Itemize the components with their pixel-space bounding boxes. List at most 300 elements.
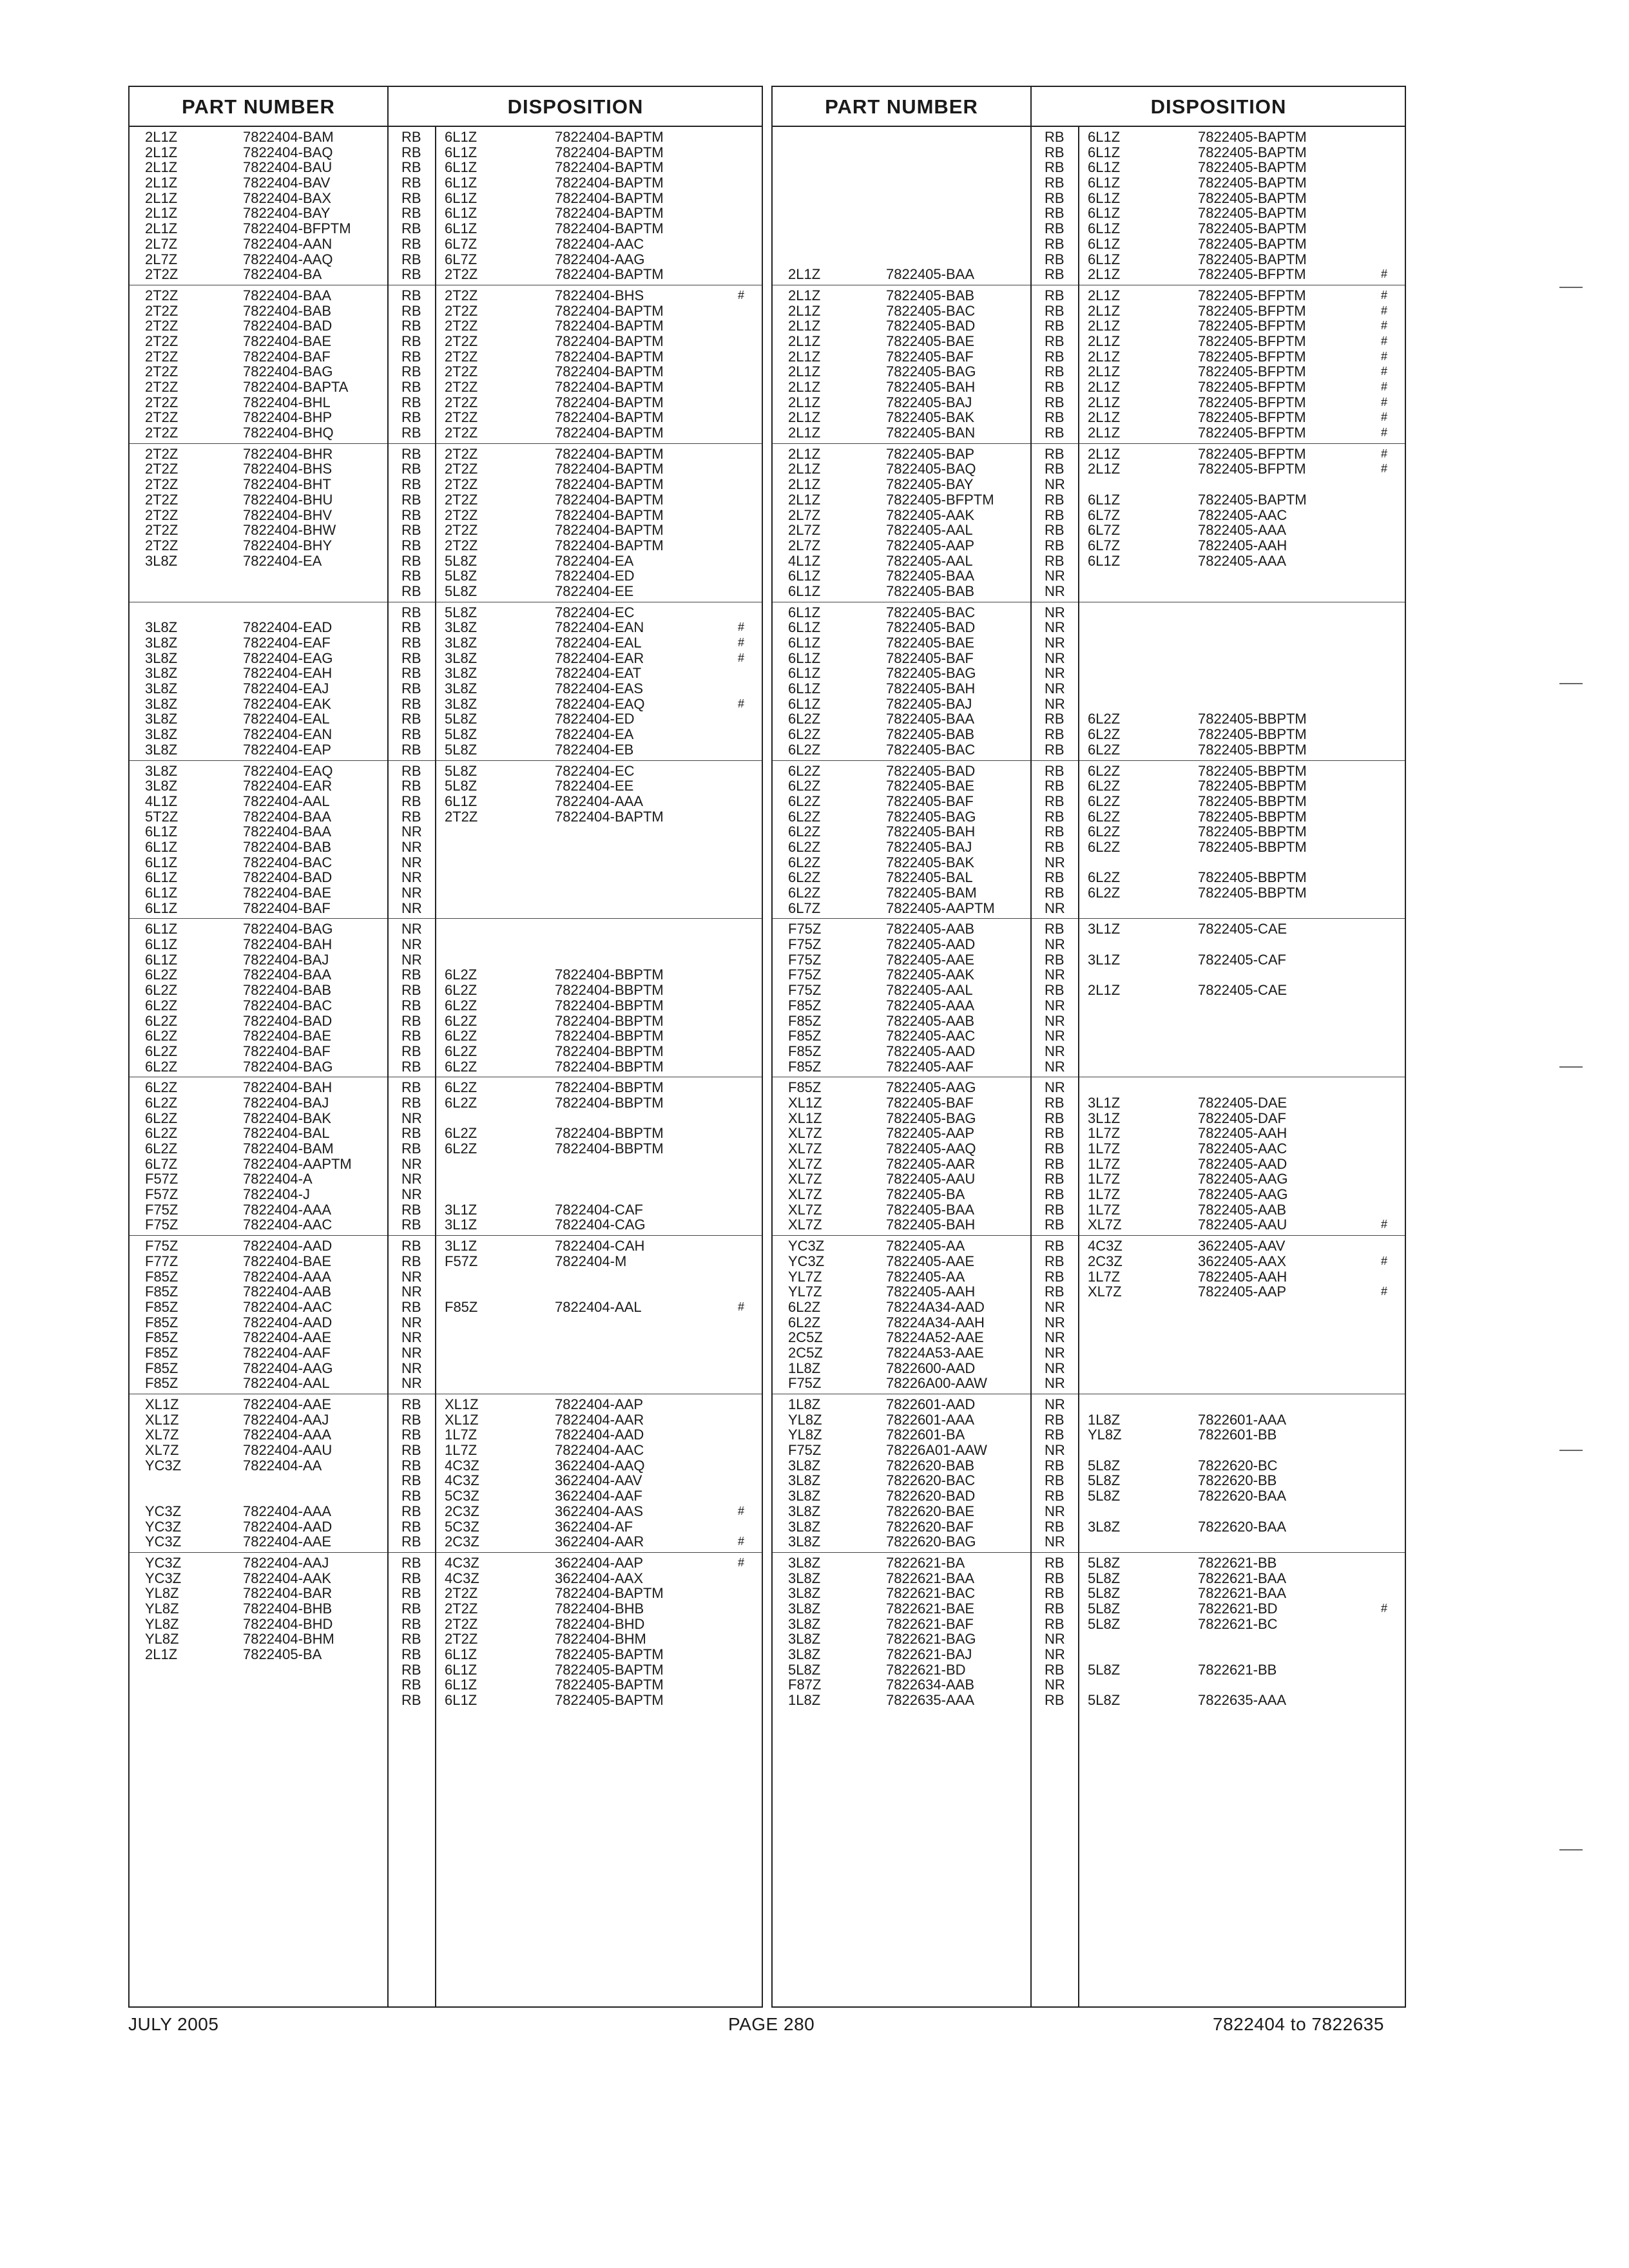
replacement-prefix: 6L1Z (445, 1646, 477, 1662)
replacement-number: 7822404-BBPTM (555, 997, 664, 1014)
part-prefix: 3L8Z (788, 1585, 821, 1602)
replacement-number: 7822404-EAN (555, 619, 644, 636)
disposition-code: RB (401, 1216, 421, 1233)
disposition-code: RB (401, 1631, 421, 1648)
disposition-code: RB (401, 409, 421, 426)
disposition-code: RB (1045, 1216, 1065, 1233)
replacement-number: 7822621-BB (1198, 1661, 1277, 1678)
table-row (773, 553, 1405, 569)
disposition-code: RB (1045, 711, 1065, 727)
replacement-prefix: 6L1Z (1088, 159, 1121, 176)
part-number: 7822404-BAD (243, 1012, 333, 1029)
footer-part-range: 7822404 to 7822635 (1213, 2014, 1384, 2034)
part-prefix: 6L2Z (145, 1094, 178, 1111)
part-prefix: 2T2Z (145, 348, 178, 365)
replacement-prefix: 2T2Z (445, 363, 478, 380)
part-number: 7822405-AAB (886, 921, 974, 937)
replacement-number: 7822621-BAA (1198, 1570, 1286, 1586)
part-prefix: F57Z (145, 1171, 178, 1187)
table-row (130, 1080, 762, 1095)
disposition-code: NR (401, 1110, 422, 1126)
replacement-prefix: 2T2Z (445, 491, 478, 508)
note-mark: # (1381, 426, 1388, 439)
disposition-code: RB (1045, 1238, 1065, 1254)
disposition-code: RB (401, 604, 421, 620)
part-prefix: 6L1Z (145, 921, 178, 937)
row-group (773, 602, 1405, 761)
table-row (130, 447, 762, 462)
disposition-code: RB (401, 1238, 421, 1254)
replacement-number: 3622404-AAR (555, 1533, 644, 1550)
part-number: 7822405-AAP (886, 1125, 974, 1142)
table-row (773, 666, 1405, 681)
row-group (773, 127, 1405, 285)
table-row (773, 778, 1405, 794)
part-number: 7822404-BAE (243, 885, 331, 901)
row-group (773, 1394, 1405, 1553)
part-prefix: 6L2Z (788, 808, 821, 825)
disposition-code: RB (1045, 778, 1065, 794)
table-row (130, 1315, 762, 1331)
part-number: 7822620-BAD (886, 1488, 976, 1504)
disposition-code: RB (1045, 1283, 1065, 1300)
replacement-number: 7822404-BBPTM (555, 1140, 664, 1157)
replacement-prefix: 1L7Z (445, 1427, 477, 1443)
table-row (130, 1044, 762, 1059)
disposition-code: RB (1045, 129, 1065, 145)
part-prefix: 2T2Z (145, 476, 178, 493)
margin-tick (1559, 1450, 1583, 1451)
replacement-number: 7822404-BAPTM (555, 332, 664, 349)
table-row (130, 635, 762, 651)
table-row (130, 395, 762, 410)
part-number: 7822621-BD (886, 1661, 966, 1678)
replacement-prefix: 6L1Z (445, 793, 477, 809)
replacement-number: 7822405-BFPTM (1198, 394, 1306, 410)
table-row (130, 1111, 762, 1126)
part-prefix: 2T2Z (145, 394, 178, 410)
table-row (130, 1519, 762, 1535)
note-mark: # (1381, 410, 1388, 424)
table-row (773, 1126, 1405, 1141)
part-number: 7822405-BAB (886, 726, 974, 743)
part-prefix: 6L1Z (788, 680, 821, 697)
part-number: 7822621-BAJ (886, 1646, 972, 1662)
part-prefix: XL7Z (788, 1171, 822, 1187)
table-row (130, 764, 762, 779)
replacement-number: 7822405-BAPTM (555, 1677, 664, 1693)
replacement-number: 7822404-EA (555, 726, 634, 743)
part-prefix: YC3Z (145, 1554, 182, 1571)
replacement-prefix: 2T2Z (445, 409, 478, 426)
part-number: 7822404-AAA (243, 1503, 331, 1519)
replacement-prefix: 2C3Z (445, 1503, 479, 1519)
disposition-code: NR (1045, 1631, 1065, 1648)
part-prefix: 6L1Z (145, 823, 178, 840)
table-row (130, 885, 762, 901)
part-number: 7822404-AAJ (243, 1554, 329, 1571)
part-number: 78224A52-AAE (886, 1329, 984, 1346)
disposition-code: RB (401, 235, 421, 252)
replacement-number: 7822404-BAPTM (555, 445, 664, 462)
table-row (130, 1617, 762, 1632)
replacement-number: 7822404-BAPTM (555, 394, 664, 410)
part-prefix: F85Z (145, 1314, 178, 1331)
disposition-code: RB (401, 1503, 421, 1519)
table-row (130, 206, 762, 221)
note-mark: # (738, 636, 745, 649)
part-number: 7822404-BHM (243, 1631, 334, 1648)
row-group (773, 285, 1405, 444)
table-row (130, 1586, 762, 1601)
disposition-code: NR (1045, 1298, 1065, 1315)
disposition-code: RB (1045, 1186, 1065, 1203)
part-prefix: YL8Z (788, 1427, 822, 1443)
table-row (773, 1397, 1405, 1412)
replacement-prefix: 6L1Z (1088, 251, 1121, 267)
replacement-prefix: 6L7Z (1088, 506, 1121, 523)
replacement-number: 7822405-BFPTM (1198, 348, 1306, 365)
replacement-prefix: 6L2Z (1088, 741, 1121, 758)
disposition-code: RB (1045, 266, 1065, 283)
disposition-code: RB (401, 649, 421, 666)
disposition-code: RB (1045, 491, 1065, 508)
replacement-number: 7822404-AAG (555, 251, 645, 267)
part-number: 7822404-AAC (243, 1216, 333, 1233)
disposition-code: NR (1045, 476, 1065, 493)
part-number: 7822405-BAP (886, 445, 974, 462)
table-row (130, 364, 762, 380)
replacement-prefix: 6L2Z (1088, 885, 1121, 901)
table-row (773, 809, 1405, 825)
table-row (130, 1677, 762, 1693)
part-prefix: 2L1Z (145, 144, 178, 160)
part-prefix: 2L7Z (145, 251, 178, 267)
part-prefix: 2L1Z (145, 129, 178, 145)
table-row (773, 1473, 1405, 1488)
replacement-prefix: 1L7Z (1088, 1125, 1121, 1142)
replacement-number: 7822620-BAA (1198, 1488, 1286, 1504)
part-prefix: 6L2Z (788, 838, 821, 855)
disposition-code: RB (401, 332, 421, 349)
right-table (771, 86, 1406, 2008)
part-prefix: 1L8Z (788, 1396, 821, 1412)
part-prefix: 6L1Z (788, 635, 821, 651)
part-number: 7822404-AAD (243, 1314, 333, 1331)
row-group (773, 1077, 1405, 1236)
part-prefix: 6L2Z (145, 982, 178, 999)
part-number: 7822405-AA (886, 1238, 965, 1254)
part-prefix: F75Z (145, 1216, 178, 1233)
disposition-code: RB (401, 711, 421, 727)
part-prefix: 2T2Z (145, 287, 178, 303)
disposition-code: RB (1045, 808, 1065, 825)
part-number: 7822404-BAG (243, 921, 333, 937)
replacement-number: 7822405-AAH (1198, 537, 1287, 553)
table-row (773, 605, 1405, 620)
replacement-prefix: 2T2Z (445, 348, 478, 365)
table-row (130, 651, 762, 666)
table-row (773, 1662, 1405, 1678)
part-number: 7822404-BAJ (243, 1094, 329, 1111)
row-group (773, 444, 1405, 602)
disposition-code: RB (1045, 1427, 1065, 1443)
replacement-number: 7822405-AAA (1198, 522, 1286, 539)
table-row (773, 1315, 1405, 1331)
replacement-number: 7822404-BBPTM (555, 1125, 664, 1142)
disposition-code: RB (401, 1661, 421, 1678)
replacement-number: 7822404-BAPTM (555, 379, 664, 395)
disposition-code: RB (1045, 159, 1065, 176)
replacement-prefix: 3L8Z (445, 619, 477, 636)
table-row (130, 1504, 762, 1519)
replacement-prefix: F57Z (445, 1253, 478, 1269)
table-row (130, 191, 762, 206)
table-row (773, 998, 1405, 1014)
note-mark: # (1381, 447, 1388, 460)
part-prefix: 6L1Z (145, 838, 178, 855)
replacement-number: 7822620-BC (1198, 1457, 1278, 1474)
table-row (130, 901, 762, 916)
part-prefix: 6L2Z (788, 1314, 821, 1331)
part-number: 7822405-AAD (886, 1043, 976, 1059)
note-mark: # (738, 651, 745, 664)
part-number: 7822404-BAF (243, 348, 331, 365)
table-row (773, 921, 1405, 937)
replacement-number: 7822621-BD (1198, 1600, 1278, 1617)
replacement-prefix: 2C3Z (445, 1533, 479, 1550)
table-row (773, 130, 1405, 145)
disposition-code: RB (1045, 1600, 1065, 1617)
replacement-prefix: 3L8Z (445, 695, 477, 712)
part-prefix: YL7Z (788, 1283, 822, 1300)
disposition-code: RB (401, 476, 421, 493)
part-number: 7822405-AAP (886, 537, 974, 553)
table-row (773, 1488, 1405, 1504)
part-prefix: 3L8Z (788, 1472, 821, 1489)
part-number: 7822404-BHQ (243, 425, 334, 441)
table-row (773, 1376, 1405, 1391)
replacement-number: 7822405-BAPTM (555, 1646, 664, 1662)
part-prefix: 2C5Z (788, 1329, 823, 1346)
part-number: 7822404-BAC (243, 854, 333, 870)
replacement-prefix: 1L7Z (1088, 1201, 1121, 1218)
replacement-number: 7822404-BHM (555, 1631, 646, 1648)
part-prefix: 2T2Z (145, 425, 178, 441)
part-number: 7822620-BAE (886, 1503, 974, 1519)
part-number: 7822404-AAC (243, 1298, 333, 1315)
part-prefix: YL8Z (145, 1600, 179, 1617)
disposition-header: DISPOSITION (387, 87, 762, 126)
disposition-code: RB (401, 461, 421, 477)
part-number: 7822404-BAR (243, 1585, 333, 1602)
part-number: 7822404-AAPTM (243, 1155, 352, 1172)
replacement-number: 7822404-BAPTM (555, 348, 664, 365)
part-number: 7822405-BAC (886, 741, 976, 758)
part-prefix: XL7Z (145, 1427, 179, 1443)
replacement-number: 7822621-BAA (1198, 1585, 1286, 1602)
replacement-number: 7822404-ED (555, 711, 635, 727)
part-number: 7822405-BA (243, 1646, 322, 1662)
disposition-code: RB (401, 287, 421, 303)
disposition-code: NR (401, 1283, 422, 1300)
disposition-code: NR (1045, 1442, 1065, 1459)
disposition-code: RB (401, 189, 421, 206)
table-row (773, 1647, 1405, 1662)
disposition-code: RB (1045, 793, 1065, 809)
part-prefix: 6L1Z (788, 568, 821, 584)
disposition-code: RB (401, 506, 421, 523)
table-row (773, 727, 1405, 742)
part-number: 7822405-BAF (886, 649, 974, 666)
replacement-prefix: 2L1Z (1088, 332, 1121, 349)
replacement-prefix: 5L8Z (445, 762, 477, 779)
part-prefix: 6L2Z (788, 726, 821, 743)
part-number: 7822404-AAN (243, 235, 333, 252)
disposition-code: NR (1045, 582, 1065, 599)
part-number: 7822404-AAL (243, 1375, 330, 1392)
part-number: 7822405-AA (886, 1268, 965, 1285)
part-number: 7822405-BAQ (886, 461, 976, 477)
note-mark: # (738, 288, 745, 302)
note-mark: # (738, 1504, 745, 1517)
disposition-code: RB (401, 1012, 421, 1029)
part-prefix: 6L2Z (145, 1079, 178, 1096)
replacement-number: 7822620-BB (1198, 1472, 1277, 1489)
table-row (130, 425, 762, 441)
replacement-number: 3622404-AF (555, 1518, 633, 1535)
part-number: 7822405-BAC (886, 604, 976, 620)
table-row (130, 605, 762, 620)
table-row (773, 1443, 1405, 1458)
part-prefix: 6L2Z (145, 1125, 178, 1142)
part-prefix: F85Z (788, 1028, 822, 1044)
disposition-code: RB (1045, 982, 1065, 999)
note-mark: # (1381, 365, 1388, 378)
table-row (130, 1028, 762, 1044)
part-prefix: 2L1Z (788, 266, 821, 283)
replacement-prefix: XL1Z (445, 1396, 479, 1412)
footer-page-number: PAGE 280 (728, 2014, 815, 2034)
table-row (130, 508, 762, 523)
part-number: 7822405-BAE (886, 332, 974, 349)
part-prefix: 4L1Z (788, 552, 821, 569)
disposition-code: RB (1045, 1518, 1065, 1535)
part-number: 7822404-BAQ (243, 144, 333, 160)
part-number: 7822404-BHW (243, 522, 336, 539)
disposition-code: RB (401, 1028, 421, 1044)
disposition-code: RB (401, 129, 421, 145)
row-group (130, 127, 762, 285)
replacement-prefix: 5L8Z (1088, 1585, 1121, 1602)
replacement-prefix: 6L1Z (1088, 235, 1121, 252)
note-mark: # (1381, 380, 1388, 393)
replacement-prefix: 5L8Z (445, 568, 477, 584)
disposition-code: RB (1045, 869, 1065, 886)
part-prefix: 6L1Z (145, 951, 178, 968)
replacement-number: 7822405-BFPTM (1198, 332, 1306, 349)
disposition-code: RB (401, 808, 421, 825)
disposition-code: RB (401, 318, 421, 334)
disposition-code: RB (1045, 552, 1065, 569)
table-row (773, 824, 1405, 840)
disposition-code: RB (1045, 1201, 1065, 1218)
replacement-number: 7822404-EAR (555, 649, 644, 666)
replacement-prefix: 2T2Z (445, 394, 478, 410)
replacement-number: 7822404-BBPTM (555, 1012, 664, 1029)
replacement-number: 7822404-EAT (555, 665, 642, 682)
disposition-code: RB (401, 966, 421, 983)
part-prefix: F85Z (788, 1058, 822, 1075)
part-prefix: 1L8Z (788, 1692, 821, 1709)
part-prefix: 3L8Z (788, 1488, 821, 1504)
disposition-code: RB (401, 1298, 421, 1315)
replacement-prefix: 6L1Z (1088, 552, 1121, 569)
part-prefix: 2C5Z (788, 1344, 823, 1361)
disposition-code: NR (1045, 1677, 1065, 1693)
part-number: 7822405-AAL (886, 982, 973, 999)
disposition-code: NR (1045, 604, 1065, 620)
replacement-prefix: 6L1Z (445, 1677, 477, 1693)
part-prefix: 3L8Z (788, 1615, 821, 1632)
footer-date: JULY 2005 (128, 2014, 219, 2034)
table-row (773, 538, 1405, 553)
part-prefix: F85Z (788, 1043, 822, 1059)
disposition-code: NR (401, 921, 422, 937)
replacement-prefix: F85Z (445, 1298, 478, 1315)
table-row (773, 901, 1405, 916)
disposition-code: RB (1045, 1110, 1065, 1126)
replacement-number: 7822404-BAPTM (555, 175, 664, 191)
table-row (773, 983, 1405, 998)
replacement-prefix: 3L8Z (445, 649, 477, 666)
table-row (130, 318, 762, 334)
replacement-prefix: 6L7Z (445, 251, 477, 267)
part-prefix: 3L8Z (145, 665, 178, 682)
part-prefix: 3L8Z (145, 619, 178, 636)
replacement-number: 7822405-BFPTM (1198, 287, 1306, 303)
right-table-header (773, 87, 1405, 127)
table-row (130, 1217, 762, 1233)
disposition-code: NR (401, 1171, 422, 1187)
disposition-code: RB (401, 175, 421, 191)
part-prefix: YC3Z (788, 1238, 825, 1254)
part-prefix: 2T2Z (145, 363, 178, 380)
replacement-prefix: 2T2Z (445, 332, 478, 349)
replacement-prefix: 2L1Z (1088, 409, 1121, 426)
table-row (130, 1458, 762, 1474)
part-number: 7822404-EAF (243, 635, 331, 651)
disposition-code: NR (401, 1375, 422, 1392)
replacement-prefix: 6L2Z (445, 1125, 477, 1142)
part-number: 7822404-BAY (243, 205, 331, 222)
part-prefix: 6L2Z (145, 1028, 178, 1044)
part-number: 7822404-AAA (243, 1427, 331, 1443)
replacement-number: 7822404-EC (555, 762, 635, 779)
row-group (130, 285, 762, 444)
disposition-code: NR (401, 885, 422, 901)
table-row (130, 1488, 762, 1504)
replacement-prefix: 2T2Z (445, 287, 478, 303)
part-number: 7822635-AAA (886, 1692, 974, 1709)
part-prefix: 3L8Z (788, 1518, 821, 1535)
table-row (773, 1458, 1405, 1474)
disposition-code: RB (401, 1585, 421, 1602)
replacement-number: 7822405-BFPTM (1198, 266, 1306, 283)
part-number: 7822404-BAE (243, 332, 331, 349)
replacement-number: 7822404-BAPTM (555, 537, 664, 553)
margin-tick (1559, 1849, 1583, 1850)
